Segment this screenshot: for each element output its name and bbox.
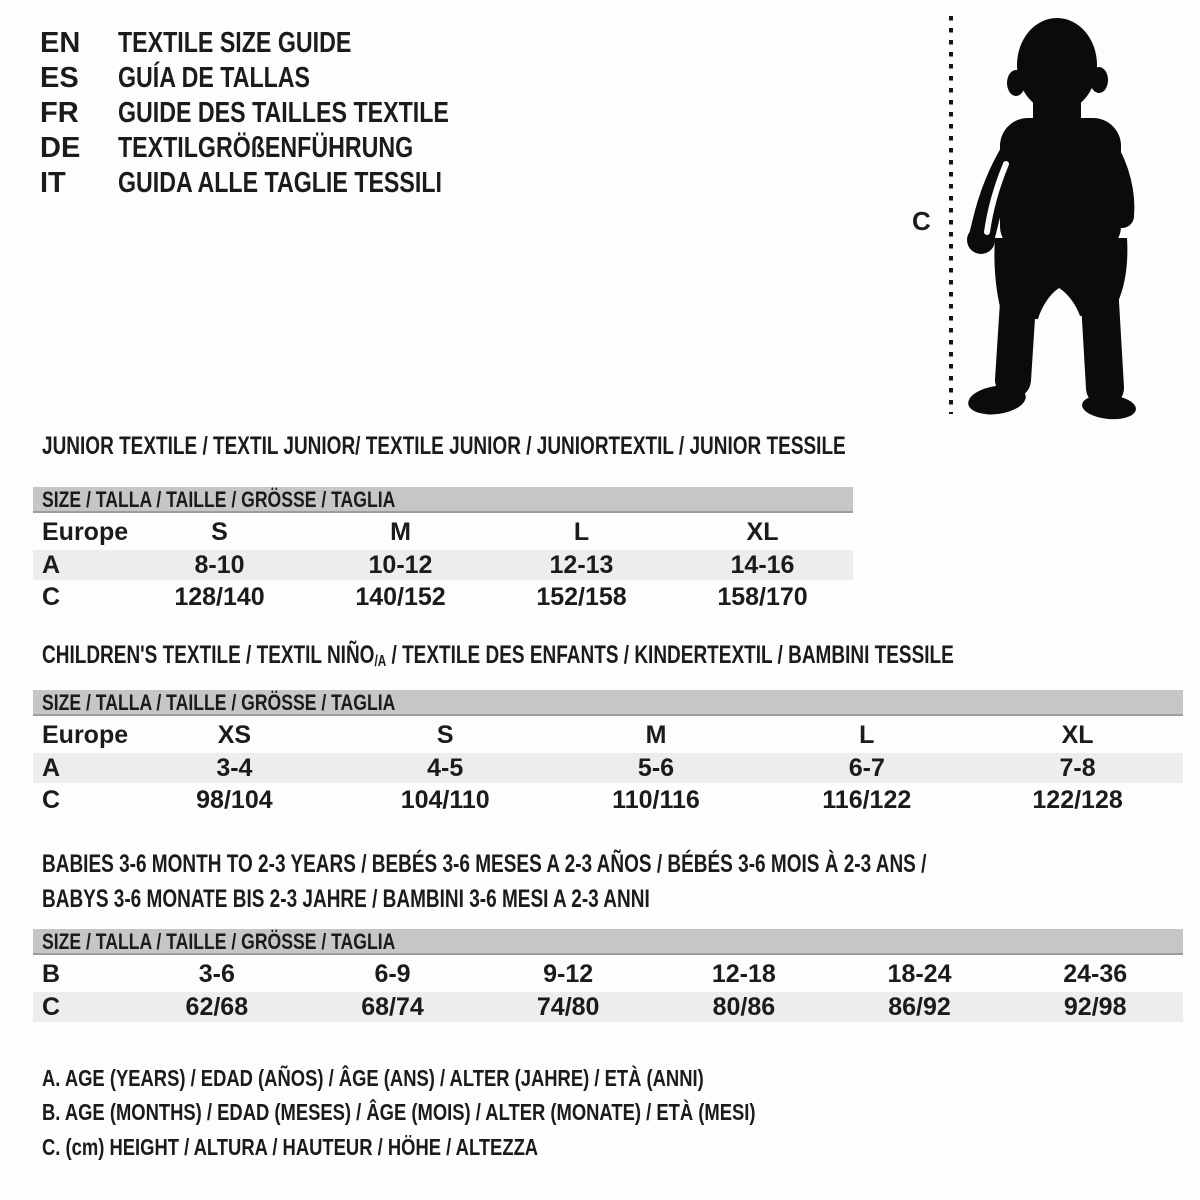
lang-row-es (40, 61, 532, 96)
toddler-figure (890, 8, 1152, 420)
lang-title: GUIDA ALLE TAGLIE TESSILI (118, 167, 442, 199)
lang-code: IT (40, 167, 66, 199)
table-cell: S (436, 721, 454, 749)
table-cell: M (390, 518, 411, 546)
legend-text: B. AGE (MONTHS) / EDAD (MESES) / ÂGE (MOIS) / ALTER (MONATE) / ETÀ (MESI) (42, 1099, 756, 1126)
size-header-bar (33, 929, 1183, 955)
table-cell: 8-10 (194, 550, 245, 579)
title-subscript: /A (374, 653, 387, 671)
lang-row-de (40, 131, 532, 166)
row-label: Europe (42, 721, 129, 749)
table-row (33, 783, 1183, 818)
lang-code: FR (40, 97, 79, 129)
size-header-text: SIZE / TALLA / TAILLE / GRÖSSE / TAGLIA (42, 690, 396, 715)
title-line-2: BABYS 3-6 MONATE BIS 2-3 JAHRE / BAMBINI 3-6 MESI A 2-3 ANNI (42, 885, 650, 913)
table-cell: 12-13 (549, 550, 614, 579)
lang-code: EN (40, 27, 81, 59)
table-cell: 68/74 (361, 992, 424, 1021)
table-cell: 98/104 (196, 786, 273, 814)
lang-code: DE (40, 132, 81, 164)
table-row (33, 753, 1183, 783)
table-cell: 5-6 (637, 753, 675, 782)
section-title-babies (42, 847, 1200, 917)
lang-row-en (40, 26, 532, 61)
legend-text: A. AGE (YEARS) / EDAD (AÑOS) / ÂGE (ANS) / ALTER (JAHRE) / ETÀ (ANNI) (42, 1064, 704, 1091)
section-title-children (42, 641, 1200, 670)
table-cell: 74/80 (536, 992, 600, 1021)
table-cell: 140/152 (355, 583, 446, 611)
row-label: B (42, 960, 61, 988)
table-cell: 18-24 (887, 960, 952, 988)
table-cell: 12-18 (711, 960, 776, 988)
lang-title: TEXTILE SIZE GUIDE (118, 27, 352, 59)
table-cell: 158/170 (717, 583, 808, 611)
section-title-text (42, 641, 954, 670)
section-title-text: JUNIOR TEXTILE / TEXTIL JUNIOR/ TEXTILE JUNIOR / JUNIORTEXTIL / JUNIOR TESSILE (42, 432, 846, 460)
table-cell: 152/158 (536, 583, 627, 611)
row-label: C (42, 786, 61, 814)
legend-line-b (42, 1096, 934, 1131)
table-row (33, 580, 853, 615)
table-cell: 3-6 (198, 960, 235, 988)
table-cell: XL (1061, 721, 1094, 749)
lang-title: GUÍA DE TALLAS (118, 62, 311, 94)
table-cell: 122/128 (1032, 786, 1123, 814)
table-cell: XL (746, 518, 779, 546)
size-table-children (33, 690, 1183, 818)
language-title-list (40, 26, 532, 201)
table-cell: 104/110 (400, 786, 490, 814)
legend-line-a (42, 1061, 934, 1096)
table-rows (33, 515, 853, 615)
title-line-1: BABIES 3-6 MONTH TO 2-3 YEARS / BEBÉS 3-6 MESES A 2-3 AÑOS / BÉBÉS 3-6 MOIS À 2-3 ANS / (42, 850, 927, 878)
table-cell: 86/92 (888, 992, 951, 1021)
size-header-bar (33, 690, 1183, 716)
table-cell: M (645, 721, 667, 749)
table-cell: L (573, 518, 590, 546)
table-cell: 7-8 (1059, 753, 1096, 782)
table-row (33, 957, 1183, 992)
table-cell: 6-9 (374, 960, 411, 988)
lang-row-fr (40, 96, 532, 131)
table-cell: 14-16 (730, 550, 795, 579)
row-label: A (42, 753, 61, 782)
table-row (33, 515, 853, 550)
title-post: / TEXTILE DES ENFANTS / KINDERTEXTIL / BAMBINI TESSILE (386, 641, 954, 669)
table-row (33, 550, 853, 580)
table-cell: XS (217, 721, 252, 749)
table-cell: L (859, 721, 875, 749)
table-cell: 3-4 (216, 753, 253, 782)
size-table-junior (33, 487, 853, 615)
row-label: A (42, 550, 61, 579)
legend-text: C. (cm) HEIGHT / ALTURA / HAUTEUR / HÖHE / ALTEZZA (42, 1133, 539, 1160)
size-table-babies (33, 929, 1183, 1022)
section-title-junior (42, 432, 1100, 461)
legend-line-c (42, 1130, 934, 1165)
row-label: C (42, 583, 61, 611)
size-header-text: SIZE / TALLA / TAILLE / GRÖSSE / TAGLIA (42, 487, 396, 512)
row-label: C (42, 992, 61, 1021)
table-cell: 92/98 (1063, 992, 1127, 1021)
table-cell: 9-12 (543, 960, 594, 988)
height-measure-label: C (912, 206, 931, 236)
lang-code: ES (40, 62, 79, 94)
table-cell: 4-5 (427, 753, 464, 782)
size-header-text: SIZE / TALLA / TAILLE / GRÖSSE / TAGLIA (42, 929, 396, 954)
table-cell: 10-12 (368, 550, 433, 579)
measure-legend (42, 1061, 934, 1165)
lang-row-it (40, 166, 532, 201)
table-cell: 116/122 (822, 786, 912, 814)
title-pre: CHILDREN'S TEXTILE / TEXTIL NIÑO (42, 641, 375, 669)
table-row (33, 718, 1183, 753)
lang-title: GUIDE DES TAILLES TEXTILE (118, 97, 449, 129)
table-cell: 24-36 (1063, 960, 1128, 988)
table-cell: S (211, 518, 228, 546)
size-header-bar (33, 487, 853, 513)
table-cell: 6-7 (848, 753, 885, 782)
table-cell: 80/86 (712, 992, 776, 1021)
table-cell: 128/140 (174, 583, 265, 611)
row-label: Europe (42, 518, 129, 546)
table-cell: 110/116 (612, 786, 700, 814)
table-rows (33, 957, 1183, 1022)
lang-title: TEXTILGRÖßENFÜHRUNG (118, 132, 414, 164)
table-row (33, 992, 1183, 1022)
table-cell: 62/68 (185, 992, 249, 1021)
toddler-silhouette-icon (890, 8, 1152, 420)
table-rows (33, 718, 1183, 818)
